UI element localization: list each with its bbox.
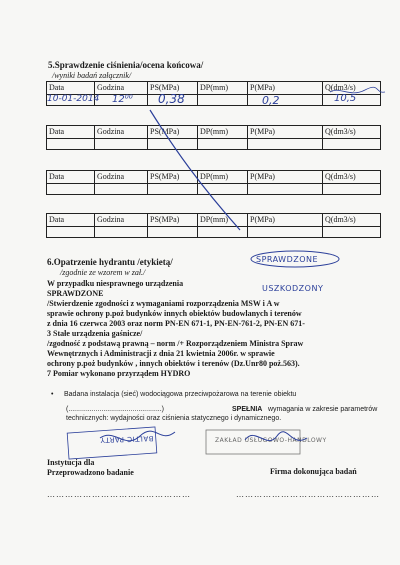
header-data: Data — [47, 82, 95, 95]
header-dp: DP(mm) — [198, 82, 248, 95]
header-dp: DP(mm) — [198, 126, 248, 139]
header-godzina: Godzina — [95, 171, 148, 184]
header-p: P(MPa) — [248, 126, 323, 139]
header-ps: PS(MPa) — [148, 214, 198, 227]
header-data: Data — [47, 126, 95, 139]
header-q: Q(dm3/s) — [323, 171, 381, 184]
table-row — [47, 82, 381, 95]
hand-q: 10,5 — [334, 93, 357, 104]
paragraph-line: Wewnętrznych i Administracji z dnia 21 kwietnia 2006r. w sprawie — [47, 349, 275, 358]
measurement-table-3 — [46, 170, 381, 195]
signature-line-left: ………………………………………… — [47, 490, 191, 499]
instytucja-label: Instytucja dla — [47, 458, 95, 467]
header-godzina: Godzina — [95, 126, 148, 139]
table-row — [47, 227, 381, 238]
header-q: Q(dm3/s) — [323, 126, 381, 139]
paragraph-line: 7 Pomiar wykonano przyrządem HYDRO — [47, 369, 191, 378]
header-godzina: Godzina — [95, 214, 148, 227]
header-dp: DP(mm) — [198, 171, 248, 184]
paragraph-line: /Stwierdzenie zgodności z wymaganiami rozporządzenia MSW i A w — [47, 299, 280, 308]
bullet-text: Badana instalacja (sieć) wodociągowa przeciwpożarowa na terenie obiektu — [64, 391, 297, 398]
section6-note: /zgodnie ze wzorem w zał./ — [60, 268, 146, 277]
header-q: Q(dm3/s) — [323, 214, 381, 227]
paragraph-line: ochrony p.poż budynków , innych obiektów i terenów (Dz.Unr80 poż.563). — [47, 359, 300, 368]
line-niesprawnego: W przypadku niesprawnego urządzenia — [47, 279, 184, 288]
section6-title: 6.Opatrzenie hydrantu /etykietą/ — [47, 257, 173, 267]
measurement-table-4 — [46, 213, 381, 238]
paragraph-line: z dnia 16 czerwca 2003 oraz norm PN-EN 671-1, PN-EN-761-2, PN-EN 671- — [47, 319, 305, 328]
header-q: Q(dm3/s) — [323, 82, 381, 95]
firma-label: Firma dokonująca badań — [270, 467, 357, 476]
stamp-right: ZAKŁAD USŁUGOWO-HANDLOWY — [215, 437, 327, 444]
przeprowadzono-label: Przeprowadzono badanie — [47, 468, 134, 477]
section5-note: /wyniki badań załącznik/ — [52, 71, 132, 80]
header-data: Data — [47, 171, 95, 184]
header-p: P(MPa) — [248, 82, 323, 95]
hand-time: 12⁰⁰ — [112, 94, 133, 105]
header-p: P(MPa) — [248, 171, 323, 184]
header-p: P(MPa) — [248, 214, 323, 227]
spelnia-label: SPEŁNIA — [232, 406, 263, 413]
paragraph-line: sprawie ochrony p.poż budynków innych obiektów budowlanych i terenów — [47, 309, 302, 318]
table-row — [47, 184, 381, 195]
tech-text: technicznych: wydajności oraz ciśnienia statycznego i dynamicznego. — [66, 415, 282, 422]
table-row — [47, 214, 381, 227]
header-godzina: Godzina — [95, 82, 148, 95]
header-ps: PS(MPa) — [148, 171, 198, 184]
paragraph-line: 3 Stałe urządzenia gaśnicze/ — [47, 329, 143, 338]
hand-p: 0,2 — [262, 94, 280, 107]
signature-line-right: ………………………………………… — [236, 490, 380, 499]
line-sprawdzone: SPRAWDZONE — [47, 289, 104, 298]
paragraph-line: /zgodność z podstawą prawną – norm /+ Rozporządzeniem Ministra Spraw — [47, 339, 304, 348]
hand-ps: 0,38 — [158, 92, 185, 106]
bullet-icon: • — [51, 391, 54, 398]
section5-title: 5.Sprawdzenie ciśnienia/ocena końcowa/ — [48, 60, 204, 70]
header-ps: PS(MPa) — [148, 82, 198, 95]
table-row — [47, 139, 381, 150]
table-row — [47, 126, 381, 139]
header-data: Data — [47, 214, 95, 227]
stamp-left: BALTIC PARTY — [99, 434, 154, 444]
spelnia-rest: wymagania w zakresie parametrów — [268, 406, 378, 413]
stamp-sprawdzone: SPRAWDZONE — [256, 255, 319, 264]
hand-date: 10-01-2014 — [47, 94, 100, 104]
header-dp: DP(mm) — [198, 214, 248, 227]
header-ps: PS(MPa) — [148, 126, 198, 139]
measurement-table-2 — [46, 125, 381, 150]
object-dots: (................................................) — [66, 406, 165, 413]
stamp-uszkodzony: USZKODZONY — [262, 284, 324, 293]
table-row — [47, 171, 381, 184]
